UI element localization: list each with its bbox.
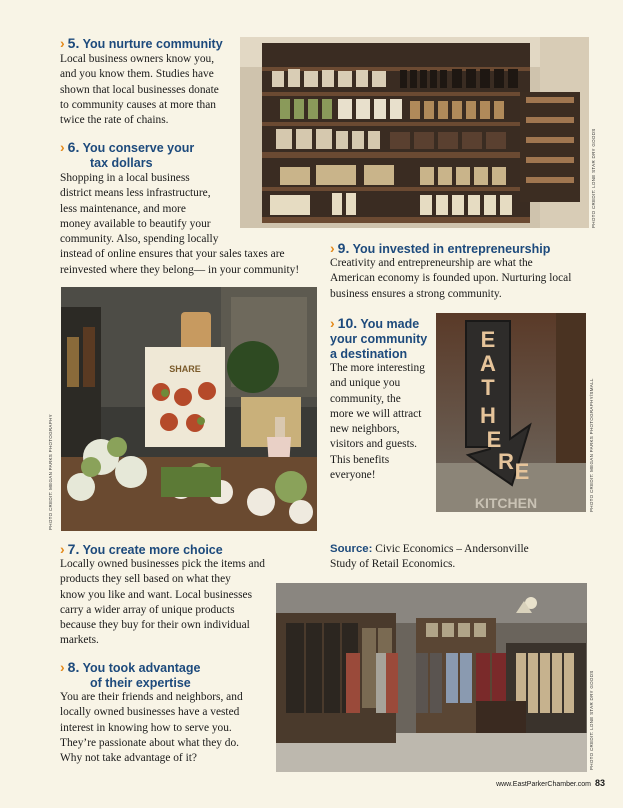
footer-url[interactable]: www.EastParkerChamber.com — [496, 781, 591, 788]
clothing-store-image — [276, 583, 587, 772]
kitchen-text: KITCHEN — [474, 495, 538, 511]
body-10: The more interesting and unique you community, the more we will attract new neighbors, visitors and guests. This benefits everyone! — [330, 362, 425, 482]
photo-eat-here-sign — [436, 313, 586, 512]
eat-here-sign-image — [436, 313, 586, 512]
chevron-right-icon: › — [330, 315, 335, 331]
heading-6: › 6. You conserve your tax dollars — [60, 139, 195, 170]
body-8: You are their friends and neighbors, and locally owned businesses have a vested interest in knowing how to serve you. They’re passionate about what they do. Why not take advantage of it? — [60, 691, 243, 765]
sign-letter-e3: E — [514, 459, 530, 484]
sign-letter-r: R — [498, 449, 514, 474]
store-shelves-image — [240, 37, 589, 228]
chevron-right-icon: › — [60, 35, 65, 51]
sign-letter-a: A — [480, 351, 496, 376]
credit-clothing: PHOTO CREDIT: LONE STAR DRY GOODS — [589, 670, 594, 770]
page-number: 83 — [594, 778, 605, 788]
book-title: SHARE — [169, 364, 201, 374]
body-6: Shopping in a local business district means less infrastructure, less maintenance, and more money available to beautify your community. Also, spending locally instead of online ensures that your sales taxes are reinvested where they belong— in your community! — [60, 172, 300, 276]
credit-sign: PHOTO CREDIT: MEGAN PARKS PHOTOGRAPHY/SMALL — [589, 378, 594, 512]
heading-10: › 10. You made your community a destination — [330, 315, 428, 361]
chevron-right-icon: › — [60, 541, 65, 557]
sign-letter-e2: E — [486, 427, 502, 452]
sign-letter-e: E — [480, 327, 496, 352]
photo-display-table — [61, 287, 317, 531]
heading-9: › 9. You invested in entrepreneurship — [330, 240, 551, 256]
body-7: Locally owned businesses pick the items and products they sell based on what they know you like and want. Local businesses carry a wider array of unique products because they buy for their own individual markets. — [60, 558, 265, 647]
body-5: Local business owners know you, and you know them. Studies have shown that local businesses donate to community causes at more than twice the rate of chains. — [60, 53, 219, 127]
page-footer — [496, 778, 605, 788]
source-note: Source: Civic Economics – Andersonville Study of Retail Economics. — [330, 543, 529, 570]
heading-5: › 5. You nurture community — [60, 35, 223, 51]
photo-store-shelves — [240, 37, 589, 228]
chevron-right-icon: › — [60, 659, 65, 675]
sign-letter-t: T — [481, 375, 495, 400]
credit-shelves: PHOTO CREDIT: LONE STAR DRY GOODS — [591, 128, 596, 228]
heading-8: › 8. You took advantage of their expertise — [60, 659, 201, 690]
chevron-right-icon: › — [60, 139, 65, 155]
body-9: Creativity and entrepreneurship are what the American economy is founded upon. Nurturing local business ensures a strong community. — [330, 257, 572, 300]
chevron-right-icon: › — [330, 240, 335, 256]
sign-letter-h: H — [480, 403, 496, 428]
heading-7: › 7. You create more choice — [60, 541, 223, 557]
credit-table: PHOTO CREDIT: MEGAN PARKS PHOTOGRAPHY — [48, 414, 53, 530]
display-table-image — [61, 287, 317, 531]
photo-clothing-store — [276, 583, 587, 772]
